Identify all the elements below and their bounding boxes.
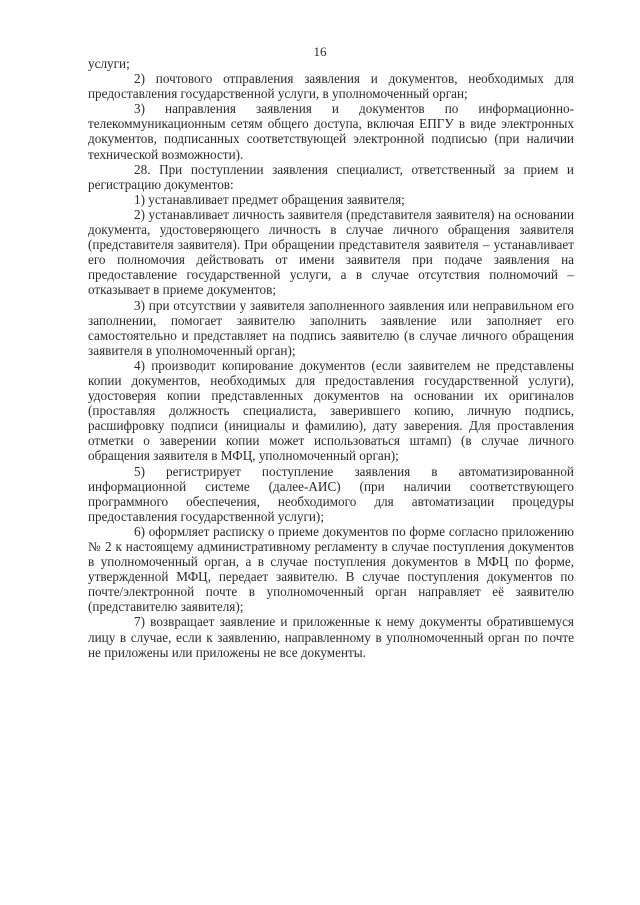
document-body bbox=[88, 56, 574, 660]
paragraph-step-3: 3) при отсутствии у заявителя заполненного заявления или неправильном его заполнении, помогает заявителю заполнить заявление или заполняет его самостоятельно и представляет на подпись заявителю (в случае личного обращения заявителя в уполномоченный орган); bbox=[88, 297, 574, 358]
paragraph-step-2: 2) устанавливает личность заявителя (представителя заявителя) на основании документа, удостоверяющего личность в случае личного обращения заявителя (представителя заявителя). При обращении представителя заявителя – устанавливает его полномочия действовать от имени заявителя при подаче заявления на предоставление государственной услуги, а в случае отсутствия полномочий – отказывает в приеме документов; bbox=[88, 206, 574, 298]
paragraph-step-4: 4) производит копирование документов (если заявителем не представлены копии документов, необходимых для предоставления государственной услуги), удостоверяя копии представленных документов на основании их оригиналов (проставляя должность специалиста, заверившего копию, личную подпись, расшифровку подписи (инициалы и фамилию), дату заверения. Для проставления отметки о заверении копии может использоваться штамп) (в случае личного обращения заявителя в МФЦ, уполномоченный орган); bbox=[88, 357, 574, 464]
paragraph-step-5: 5) регистрирует поступление заявления в автоматизированной информационной системе (далее-АИС) (при наличии соответствующего программного обеспечения, необходимого для автоматизации процедуры предоставления государственной услуги); bbox=[88, 463, 574, 524]
paragraph-item-2-mail: 2) почтового отправления заявления и документов, необходимых для предоставления государственной услуги, в уполномоченный орган; bbox=[88, 71, 574, 102]
paragraph-item-3-electronic: 3) направления заявления и документов по информационно-телекоммуникационным сетям общего доступа, включая ЕПГУ в виде электронных документов, подписанных соответствующей электронной подписью (при наличии технической возможности). bbox=[88, 101, 574, 162]
paragraph-step-7: 7) возвращает заявление и приложенные к нему документы обратившемуся лицу в случае, если к заявлению, направленному в уполномоченный орган по почте не приложены или приложены не все документы. bbox=[88, 614, 574, 660]
paragraph-continuation: услуги; bbox=[88, 56, 130, 71]
paragraph-step-1: 1) устанавливает предмет обращения заявителя; bbox=[134, 191, 405, 207]
paragraph-step-6: 6) оформляет расписку о приеме документов по форме согласно приложению № 2 к настоящему административному регламенту в случае поступления документов в уполномоченный орган, а в случае поступления документов в МФЦ по форме, утвержденной МФЦ, передает заявителю. В случае поступления документов по почте/электронной почте в уполномоченный орган направляет её заявителю (представителю заявителя); bbox=[88, 523, 574, 615]
paragraph-clause-28: 28. При поступлении заявления специалист, ответственный за прием и регистрацию документов: bbox=[88, 161, 574, 192]
page-number: 16 bbox=[313, 44, 327, 59]
